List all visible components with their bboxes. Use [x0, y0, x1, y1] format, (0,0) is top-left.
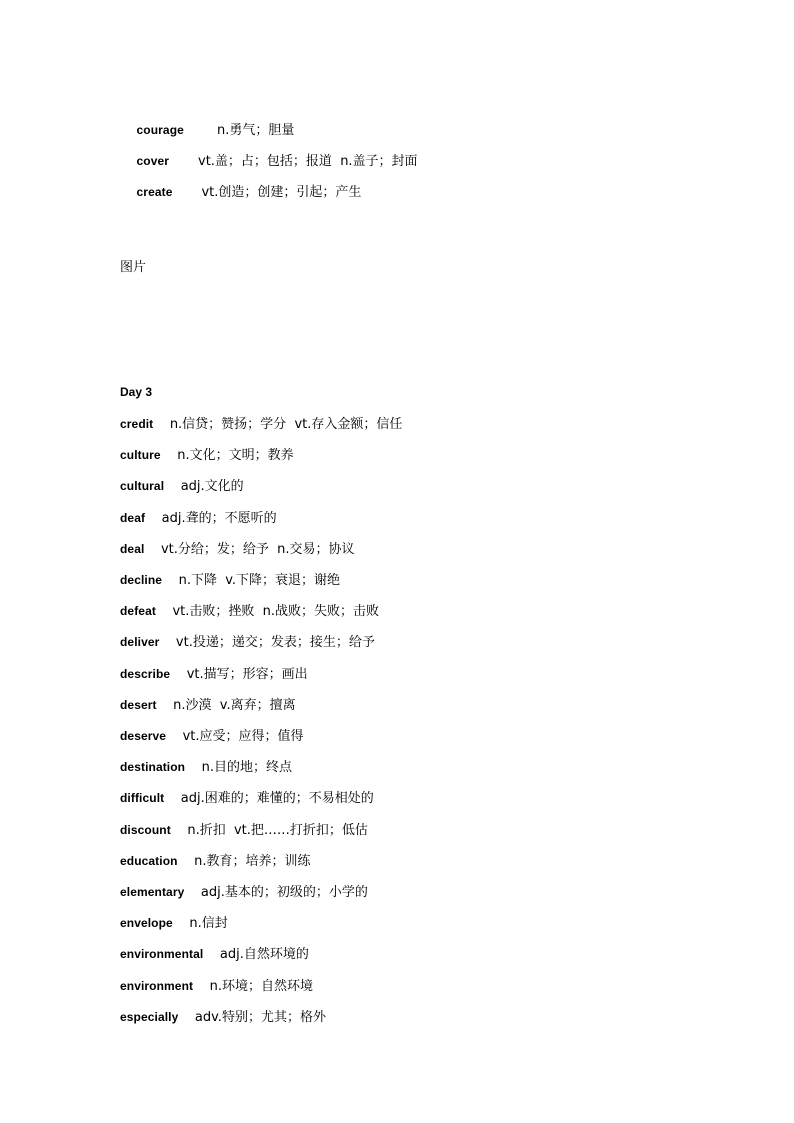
vocab-entry [120, 540, 355, 559]
vocab-definition: vt.盖；占；包括；报道 n.盖子；封面 [198, 154, 418, 169]
vocab-entry [120, 602, 379, 621]
vocab-word: defeat [120, 604, 156, 618]
vocab-word: deaf [120, 511, 146, 525]
spacer [162, 573, 179, 588]
vocab-entry [120, 477, 244, 496]
vocab-entry [120, 571, 340, 590]
vocab-word: credit [120, 417, 154, 431]
vocab-entry [120, 789, 374, 808]
vocab-definition: adj.困难的；难懂的；不易相处的 [180, 791, 374, 806]
image-caption: 图片 [120, 260, 147, 275]
spacer [178, 854, 195, 869]
vocab-definition: adj.文化的 [180, 479, 244, 494]
day-heading: Day 3 [120, 385, 153, 399]
vocab-definition: n.教育；培养；训练 [194, 854, 311, 869]
vocab-entry [120, 883, 368, 902]
vocab-entry [120, 758, 292, 777]
vocab-definition: adv.特别；尤其；格外 [194, 1010, 326, 1025]
vocab-entry [120, 727, 304, 746]
spacer [164, 791, 181, 806]
vocab-definition: adj.聋的；不愿听的 [161, 511, 277, 526]
vocab-definition: n.信封 [189, 916, 228, 931]
vocab-definition: n.环境；自然环境 [209, 979, 314, 994]
spacer [193, 979, 210, 994]
vocab-entry [120, 852, 310, 871]
spacer [159, 635, 176, 650]
vocab-entry [120, 665, 308, 684]
spacer [170, 667, 187, 682]
vocab-word: create [136, 185, 173, 199]
vocab-word: deliver [120, 635, 160, 649]
vocab-definition: vt.应受；应得；值得 [182, 729, 304, 744]
vocab-definition: n.信贷；赞扬；学分 vt.存入金额；信任 [169, 417, 403, 432]
spacer [185, 760, 202, 775]
vocab-definition: vt.分给；发；给予 n.交易；协议 [160, 542, 355, 557]
vocab-word: desert [120, 698, 157, 712]
vocab-word: cultural [120, 479, 165, 493]
vocab-word: education [120, 854, 178, 868]
vocab-entry [120, 977, 313, 996]
vocab-word: difficult [120, 791, 165, 805]
vocab-word: envelope [120, 916, 173, 930]
spacer [184, 885, 201, 900]
vocab-word: environment [120, 979, 194, 993]
vocab-entry [120, 415, 402, 434]
vocab-entry [120, 914, 228, 933]
vocab-word: destination [120, 760, 186, 774]
vocab-entry [120, 696, 296, 715]
vocab-entry [120, 945, 309, 964]
spacer [153, 417, 170, 432]
spacer [166, 729, 183, 744]
vocab-definition: n.勇气；胆量 [216, 123, 295, 138]
spacer [161, 448, 178, 463]
spacer [144, 542, 161, 557]
vocab-entry [120, 821, 368, 840]
vocab-definition: n.下降 v.下降；衰退；谢绝 [178, 573, 341, 588]
spacer [157, 698, 174, 713]
vocab-word: elementary [120, 885, 185, 899]
vocab-definition: vt.投递；递交；发表；接生；给予 [175, 635, 375, 650]
spacer [203, 947, 220, 962]
vocab-word: especially [120, 1010, 179, 1024]
vocab-word: environmental [120, 947, 204, 961]
spacer [171, 823, 188, 838]
vocab-entry [120, 509, 277, 528]
vocab-entry [120, 446, 294, 465]
spacer [145, 511, 162, 526]
vocab-entry [120, 1008, 326, 1027]
vocab-definition: vt.击败；挫败 n.战败；失败；击败 [172, 604, 380, 619]
vocab-word: decline [120, 573, 163, 587]
vocab-word: culture [120, 448, 161, 462]
vocab-definition: n.沙漠 v.离弃；擅离 [173, 698, 296, 713]
vocab-word: discount [120, 823, 171, 837]
vocab-word: courage [136, 123, 184, 137]
vocab-definition: adj.基本的；初级的；小学的 [200, 885, 368, 900]
vocab-entry-create [120, 165, 361, 220]
vocab-definition: n.目的地；终点 [201, 760, 293, 775]
vocab-definition: n.文化；文明；教养 [177, 448, 294, 463]
vocab-definition: vt.创造；创建；引起；产生 [201, 185, 362, 200]
vocab-word: deserve [120, 729, 167, 743]
spacer [156, 604, 173, 619]
vocab-word: describe [120, 667, 171, 681]
vocab-word: cover [136, 154, 170, 168]
vocab-word: deal [120, 542, 145, 556]
vocab-definition: n.折扣 vt.把……打折扣；低估 [187, 823, 368, 838]
spacer [164, 479, 181, 494]
spacer [173, 185, 202, 200]
vocab-definition: adj.自然环境的 [219, 947, 309, 962]
spacer [173, 916, 190, 931]
spacer [178, 1010, 195, 1025]
vocab-definition: vt.描写；形容；画出 [186, 667, 308, 682]
vocab-entry [120, 633, 375, 652]
